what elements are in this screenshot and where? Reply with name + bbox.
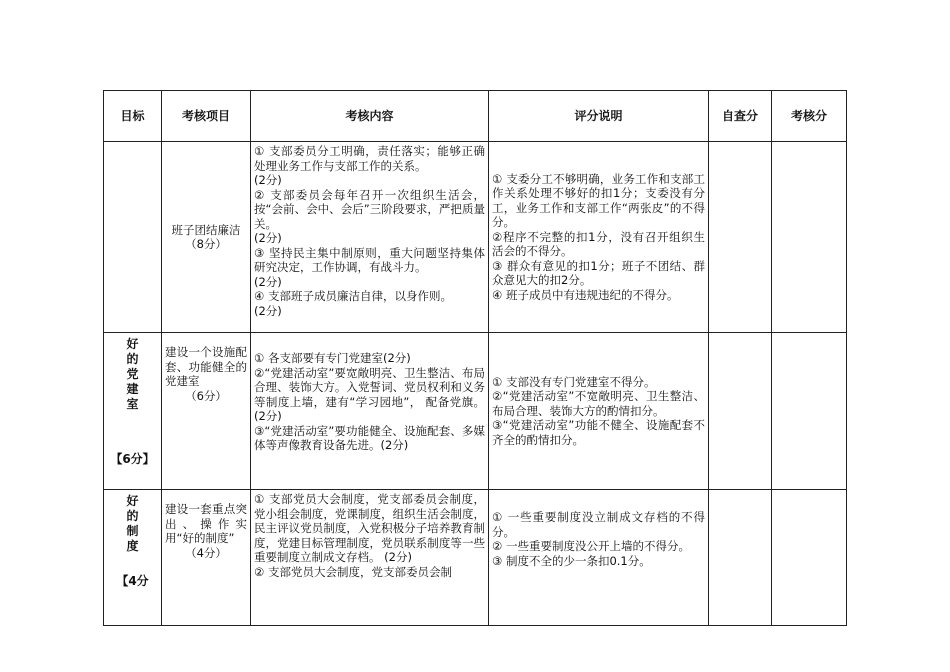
desc-line: ① 一些重要制度没立制成文存档的不得分。 bbox=[492, 510, 705, 539]
table-row bbox=[104, 490, 847, 626]
target-cell bbox=[104, 333, 162, 490]
desc-line: ③ 制度不全的少一条扣0.1分。 bbox=[492, 553, 651, 568]
item-cell bbox=[162, 142, 251, 333]
content-line: (2分) bbox=[254, 231, 282, 245]
content-line: (2分) bbox=[254, 274, 282, 289]
assessment-table bbox=[103, 90, 847, 626]
desc-cell bbox=[489, 142, 709, 333]
item-line: （4分） bbox=[185, 545, 227, 560]
table-header-row bbox=[104, 91, 847, 142]
content-line: ③ 坚持民主集中制原则，重大问题坚持集体研究决定，工作协调，有战斗力。 bbox=[254, 245, 485, 274]
assess-score-cell[interactable] bbox=[772, 490, 847, 626]
target-char: 好 bbox=[126, 494, 139, 508]
content-line: ④ 支部班子成员廉洁自律，以身作则。 bbox=[254, 289, 452, 303]
target-char: 度 bbox=[126, 539, 139, 553]
desc-line: ②“党建活动室”不宽敞明亮、卫生整洁、布局合理、装饰大方的酌情扣分。 bbox=[492, 389, 705, 418]
content-line: ② 支部党员大会制度，党支部委员会制 bbox=[254, 564, 452, 579]
self-score-cell[interactable] bbox=[709, 142, 772, 333]
content-line: (2分) bbox=[254, 303, 282, 318]
header-target: 目标 bbox=[104, 91, 162, 142]
target-char: 建 bbox=[126, 382, 139, 396]
self-score-cell[interactable] bbox=[709, 490, 772, 626]
content-cell bbox=[251, 142, 489, 333]
header-content: 考核内容 bbox=[251, 91, 489, 142]
assess-score-cell[interactable] bbox=[772, 142, 847, 333]
item-line: 班子团结廉洁 bbox=[171, 222, 241, 237]
target-char: 的 bbox=[126, 509, 139, 523]
desc-line: ① 支委分工不够明确，业务工作和支部工作关系处理不够好的扣1分；支委没有分工，业务工作和支部工作“两张皮”的不得分。 bbox=[492, 171, 705, 230]
item-cell bbox=[162, 333, 251, 490]
desc-line: ③ 群众有意见的扣1分；班子不团结、群众意见大的扣2分。 bbox=[492, 258, 705, 288]
target-char: 好 bbox=[126, 337, 139, 351]
header-self-score: 自查分 bbox=[709, 91, 772, 142]
desc-line: ② 一些重要制度没公开上墙的不得分。 bbox=[492, 539, 690, 553]
desc-line: ②程序不完整的扣1分，没有召开组织生活会的不得分。 bbox=[492, 229, 705, 259]
table-row bbox=[104, 333, 847, 490]
assessment-table-sheet bbox=[103, 90, 846, 626]
desc-line: ① 支部没有专门党建室不得分。 bbox=[492, 374, 656, 389]
content-line: ① 各支部要有专门党建室(2分) bbox=[254, 351, 411, 365]
desc-cell bbox=[489, 333, 709, 490]
content-cell bbox=[251, 333, 489, 490]
assess-score-cell[interactable] bbox=[772, 333, 847, 490]
content-line: ① 支部委员分工明确，责任落实；能够正确处理业务工作与支部工作的关系。 bbox=[254, 144, 485, 173]
item-line: （6分） bbox=[185, 388, 227, 403]
item-line: 建设一套重点突出、操作实用“好的制度” bbox=[165, 502, 247, 545]
item-line: 建设一个设施配套、功能健全的党建室 bbox=[165, 345, 247, 388]
content-line: (2分) bbox=[254, 173, 282, 187]
table-row bbox=[104, 142, 847, 333]
content-line: ②“党建活动室”要宽敞明亮、卫生整洁、布局合理、装饰大方。入党誓词、党员权利和义务等制度上墙，建有“学习园地”， 配备党旗。(2分) bbox=[254, 365, 485, 423]
item-line: （8分） bbox=[185, 237, 227, 251]
header-assess-score: 考核分 bbox=[772, 91, 847, 142]
desc-cell bbox=[489, 490, 709, 626]
content-line: ③“党建活动室”要功能健全、设施配套、多媒体等声像教育设备先进。(2分) bbox=[254, 423, 485, 452]
target-cell bbox=[104, 142, 162, 333]
item-cell bbox=[162, 490, 251, 626]
content-line: ① 支部党员大会制度，党支部委员会制度，党小组会制度，党课制度，组织生活会制度，民主评议党员制度，入党积极分子培养教育制度，党建目标管理制度，党员联系制度等一些重要制度立制成文存档。 (2分) bbox=[254, 492, 485, 564]
target-char: 室 bbox=[126, 397, 139, 411]
header-item: 考核项目 bbox=[162, 91, 251, 142]
content-cell bbox=[251, 490, 489, 626]
target-char: 制 bbox=[126, 524, 139, 538]
desc-line: ③“党建活动室”功能不健全、设施配套不齐全的酌情扣分。 bbox=[492, 418, 705, 447]
target-score: 【6分】 bbox=[110, 452, 155, 466]
target-cell bbox=[104, 490, 162, 626]
target-char: 党 bbox=[126, 367, 139, 381]
desc-line: ④ 班子成员中有违规违纪的不得分。 bbox=[492, 287, 679, 302]
header-desc: 评分说明 bbox=[489, 91, 709, 142]
target-char: 的 bbox=[126, 352, 139, 366]
target-score: 【4分 bbox=[116, 574, 149, 588]
content-line: ② 支部委员会每年召开一次组织生活会，按“会前、会中、会后”三阶段要求，严把质量关。 bbox=[254, 187, 485, 231]
self-score-cell[interactable] bbox=[709, 333, 772, 490]
